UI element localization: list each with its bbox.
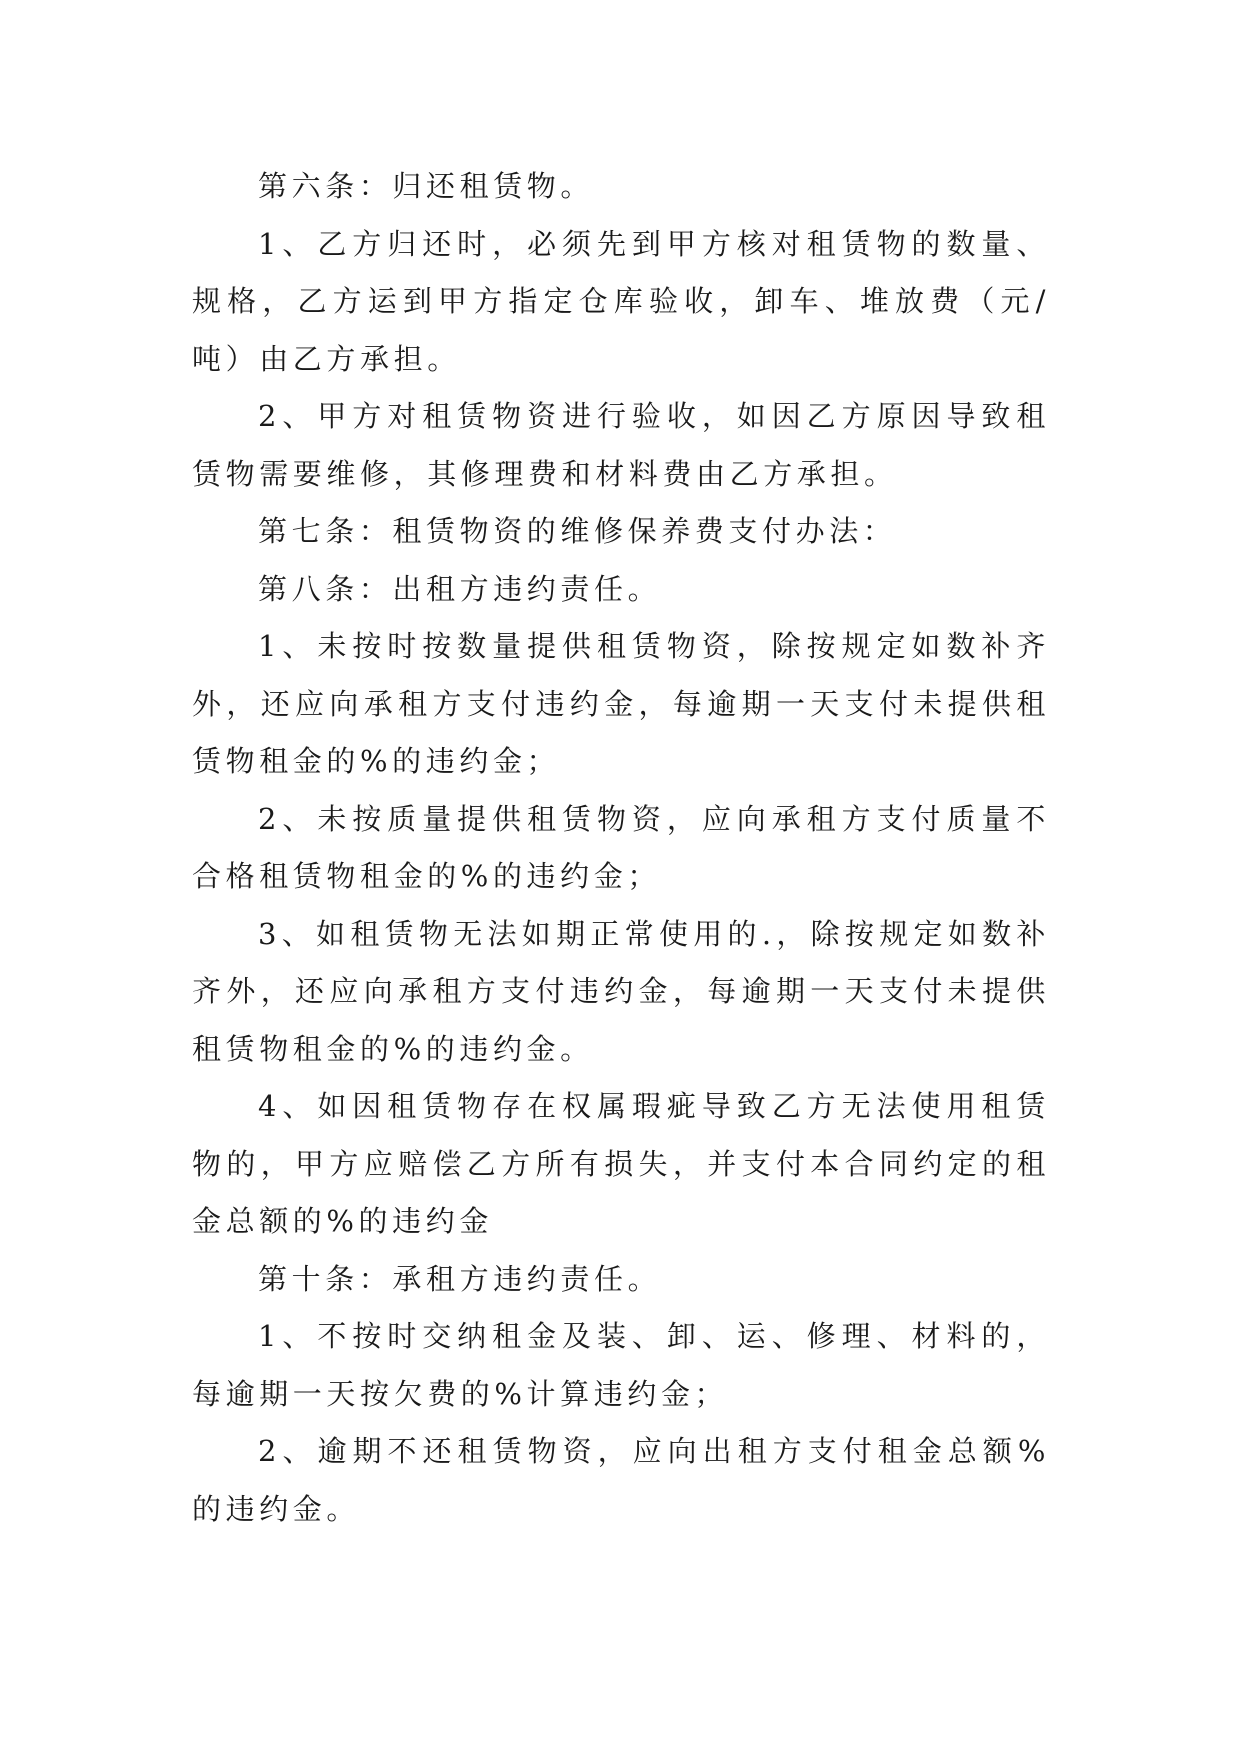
article-7-heading: 第七条：租赁物资的维修保养费支付办法： xyxy=(258,514,897,548)
article-8-clause-1: 1、未按时按数量提供租赁物资，除按规定如数补齐外，还应向承租方支付违约金，每逾期一天支付未提供租赁物租金的%的违约金； xyxy=(192,629,1050,778)
article-8-clause-2: 2、未按质量提供租赁物资，应向承租方支付质量不合格租赁物租金的%的违约金； xyxy=(192,801,1050,893)
article-10-clause-2: 2、逾期不还租赁物资，应向出租方支付租金总额%的违约金。 xyxy=(192,1434,1050,1526)
article-6-clause-2: 2、甲方对租赁物资进行验收，如因乙方原因导致租赁物需要维修，其修理费和材料费由乙方承担。 xyxy=(192,399,1050,491)
article-8-clause-3: 3、如租赁物无法如期正常使用的.，除按规定如数补齐外，还应向承租方支付违约金，每逾期一天支付未提供租赁物租金的%的违约金。 xyxy=(192,916,1050,1066)
article-10-heading: 第十条：承租方违约责任。 xyxy=(258,1261,662,1296)
article-8-clause-4: 4、如因租赁物存在权属瑕疵导致乙方无法使用租赁物的，甲方应赔偿乙方所有损失，并支付本合同约定的租金总额的%的违约金 xyxy=(192,1089,1050,1238)
article-6-clause-1: 1、乙方归还时，必须先到甲方核对租赁物的数量、规格，乙方运到甲方指定仓库验收，卸车、堆放费（元/吨）由乙方承担。 xyxy=(192,226,1050,376)
document-body xyxy=(192,158,1050,1538)
article-8-heading: 第八条：出租方违约责任。 xyxy=(258,571,662,606)
article-10-clause-1: 1、不按时交纳租金及装、卸、运、修理、材料的，每逾期一天按欠费的%计算违约金； xyxy=(192,1319,1050,1411)
article-6-heading: 第六条：归还租赁物。 xyxy=(258,169,595,203)
